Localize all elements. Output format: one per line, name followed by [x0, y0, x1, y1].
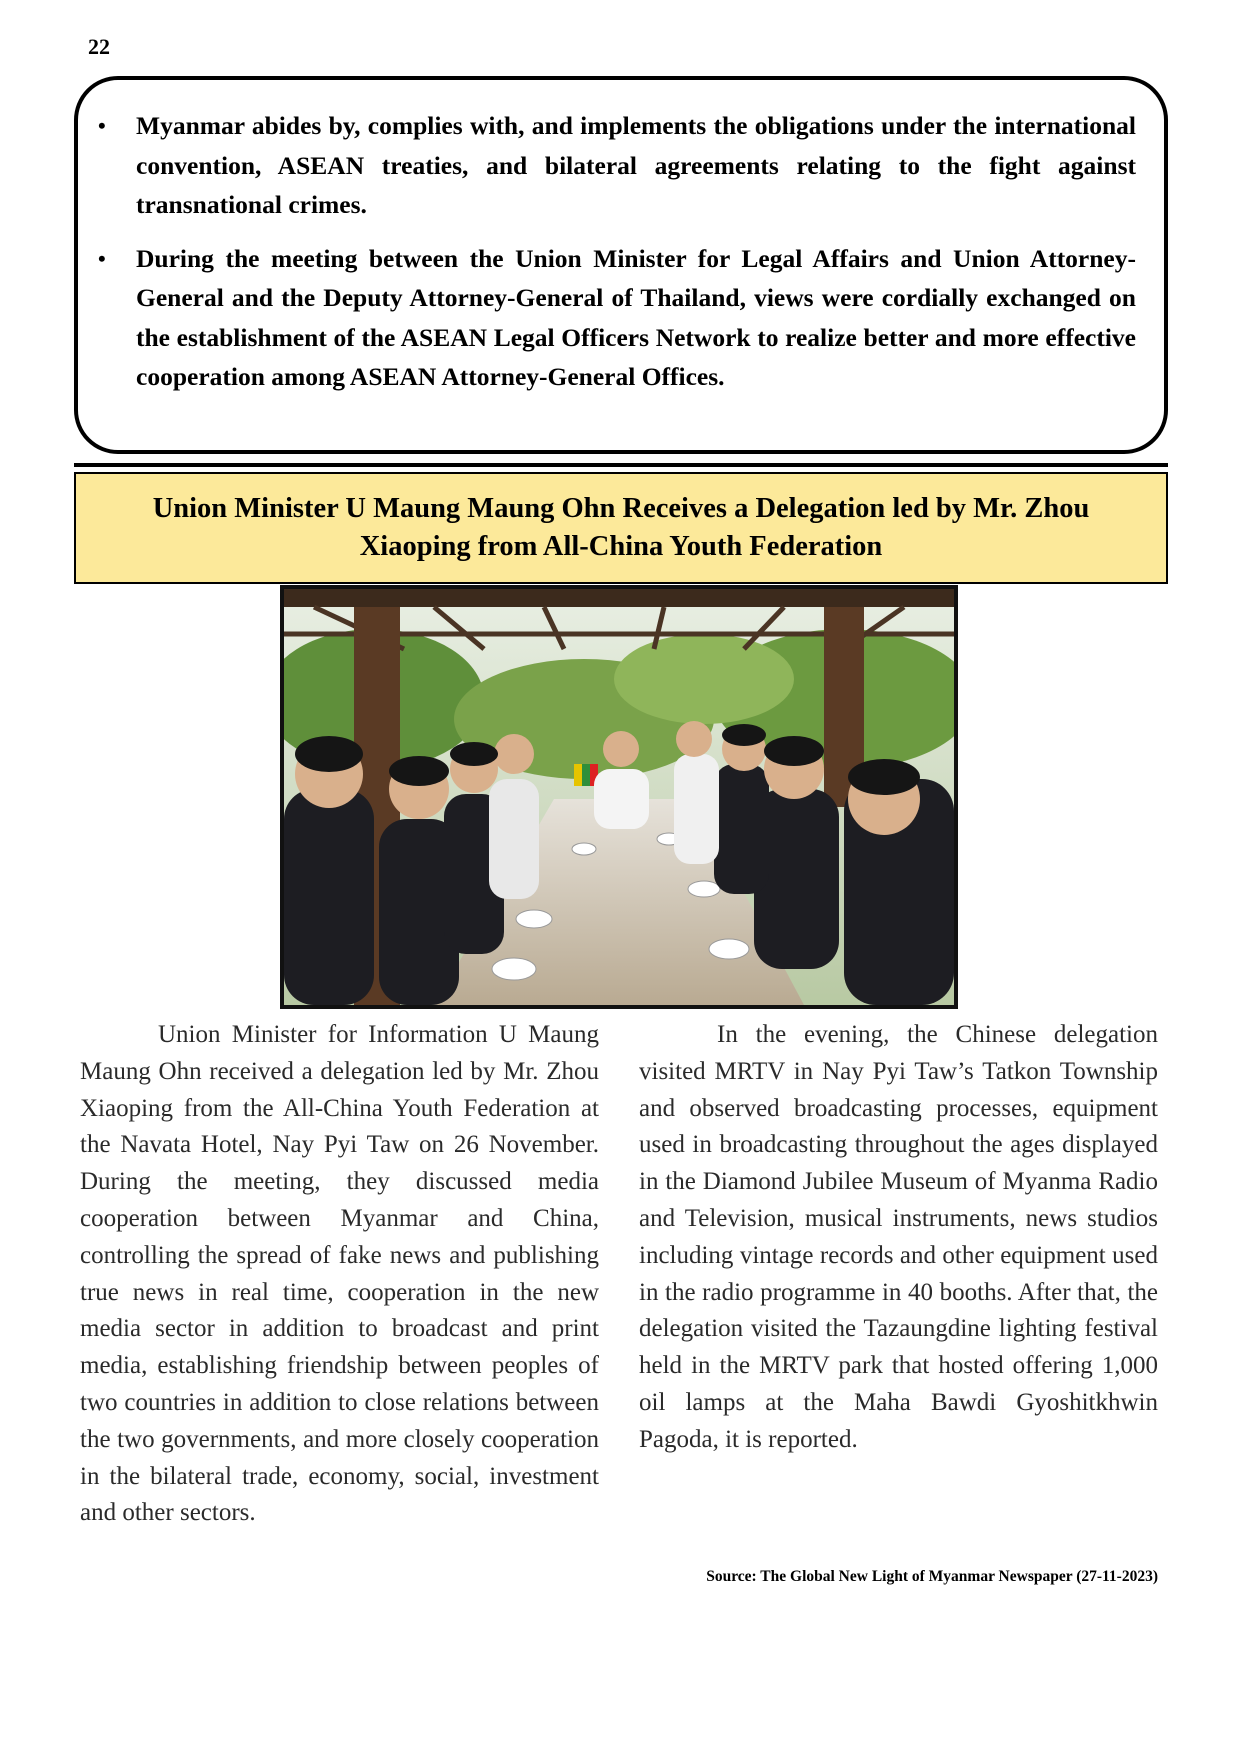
article-column-right — [639, 1017, 1158, 1459]
summary-bullet-1 — [98, 106, 1136, 225]
headline-banner — [74, 472, 1168, 584]
article-headline: Union Minister U Maung Maung Ohn Receives a Delegation led by Mr. Zhou Xiaoping from All-China Youth Federation — [152, 493, 1090, 562]
article-paragraph: Union Minister for Information U Maung Maung Ohn received a delegation led by Mr. Zhou Xiaoping from the All-China Youth Federation at the Navata Hotel, Nay Pyi Taw on 26 November. During the meeting, they discussed media cooperation between Myanmar and China, controlling the spread of fake news and publishing true news in real time, cooperation in the new media sector in addition to broadcast and print media, establishing friendship between peoples of two countries in addition to close relations between the two governments, and more closely cooperation in the bilateral trade, economy, social, investment and other sectors. — [80, 1021, 599, 1527]
page-number: 22 — [88, 34, 110, 59]
summary-bullet-text: Myanmar abides by, complies with, and implements the obligations under the international convention, ASEAN treaties, and bilateral agreements relating to the fight against transnational crimes. — [136, 111, 1136, 219]
summary-bullet-text: During the meeting between the Union Minister for Legal Affairs and Union Attorney-General and the Deputy Attorney-General of Thailand, views were cordially exchanged on the establishment of the ASEAN Legal Officers Network to realize better and more effective cooperation among ASEAN Attorney-General Offices. — [136, 243, 1136, 391]
bullet-dot-icon: • — [98, 113, 106, 138]
section-divider — [74, 463, 1168, 467]
article-paragraph: In the evening, the Chinese delegation visited MRTV in Nay Pyi Taw’s Tatkon Township and observed broadcasting processes, equipment used in broadcasting throughout the ages displayed in the Diamond Jubilee Museum of Myanma Radio and Television, musical instruments, news studios including vintage records and other equipment used in the radio programme in 40 booths. After that, the delegation visited the Tazaungdine lighting festival held in the MRTV park that hosted offering 1,000 oil lamps at the Maha Bawdi Gyoshitkhwin Pagoda, it is reported. — [639, 1021, 1158, 1453]
bullet-dot-icon: • — [98, 245, 106, 271]
meeting-photo-illustration — [284, 589, 954, 1005]
summary-bullet-2 — [98, 239, 1136, 397]
summary-box — [74, 76, 1168, 454]
article-column-left — [80, 1017, 599, 1532]
article-photo — [280, 585, 958, 1009]
article-source: Source: The Global New Light of Myanmar Newspaper (27-11-2023) — [706, 1568, 1158, 1585]
summary-list — [98, 106, 1136, 397]
